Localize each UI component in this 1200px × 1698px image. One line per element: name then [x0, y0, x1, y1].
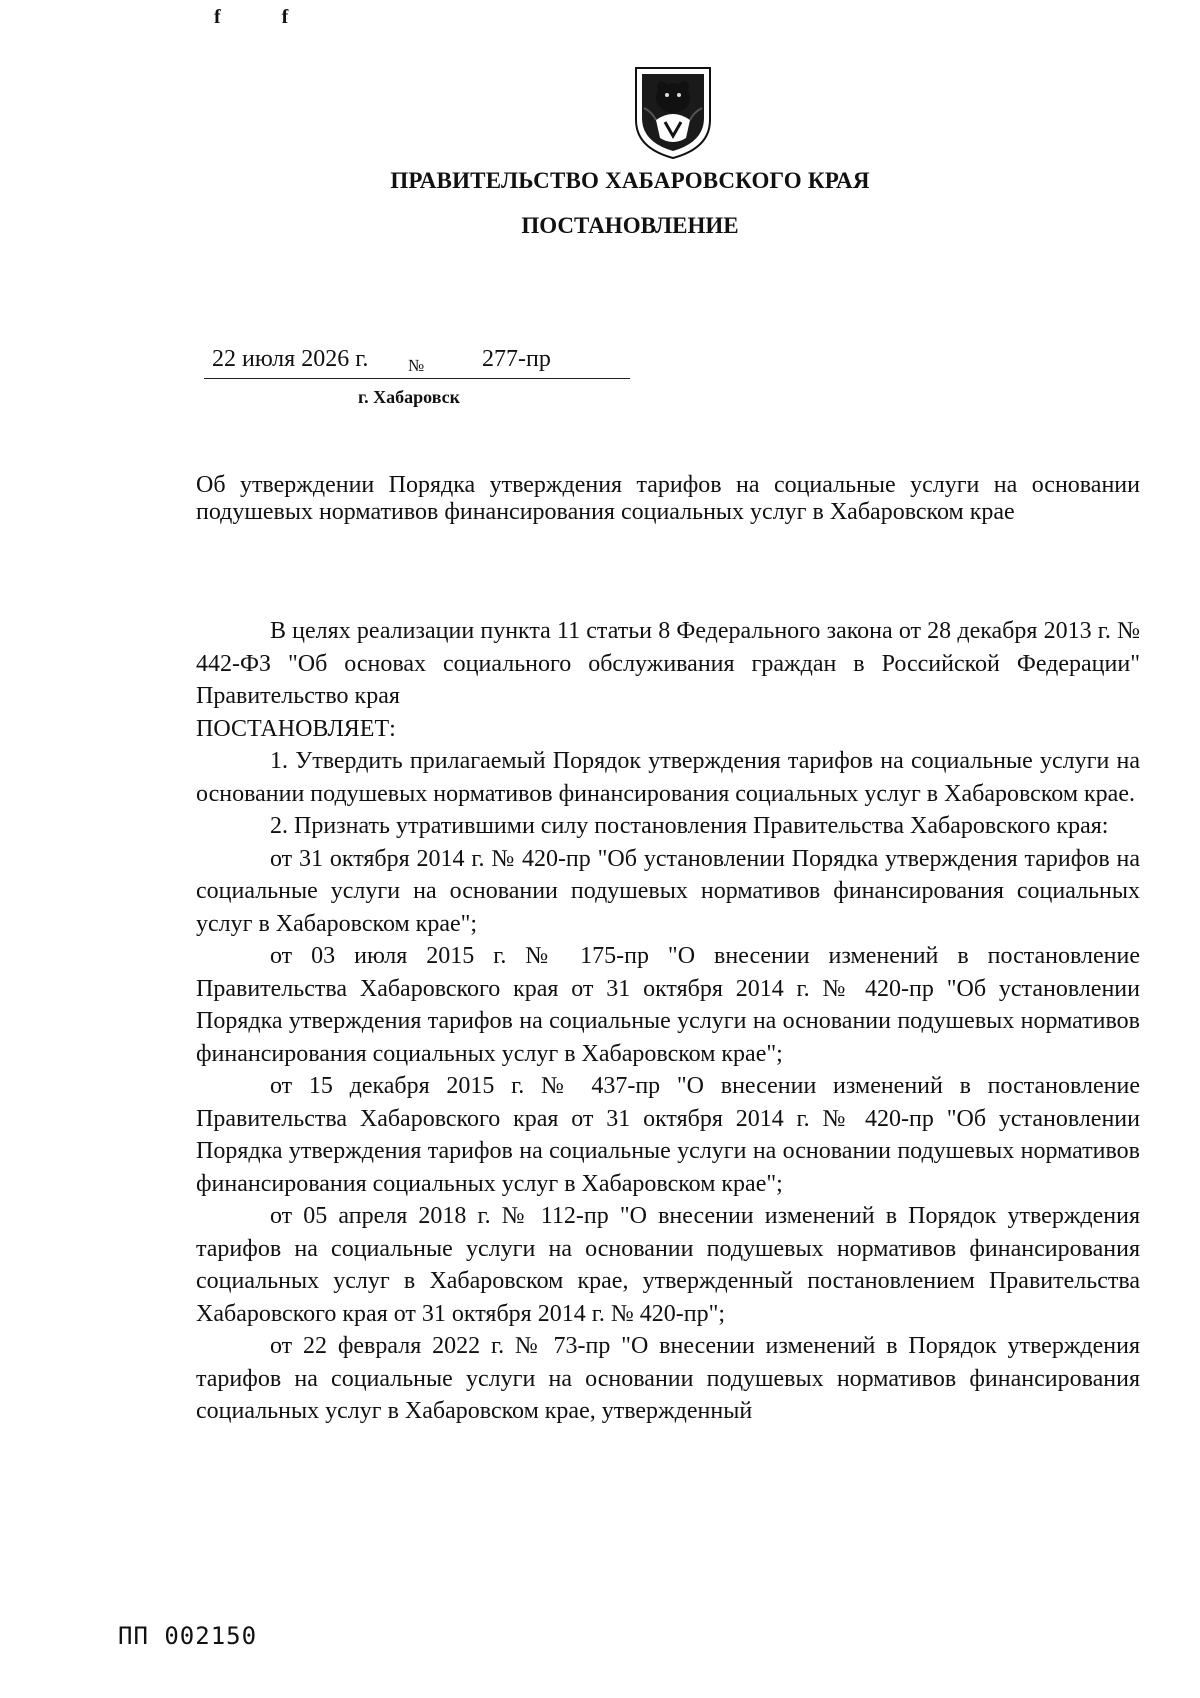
- clause-1-paragraph: 1. Утвердить прилагаемый Порядок утверждения тарифов на социальные услуги на основании подушевых нормативов финансирования социальных услуг в Хабаровском крае.: [196, 748, 1140, 807]
- repealed-act-item: от 22 февраля 2022 г. № 73-пр "О внесении изменений в Порядок утверждения тарифов на социальные услуги на основании подушевых нормативов финансирования социальных услуг в Хабаровском крае, утвержденный: [196, 1333, 1140, 1424]
- document-body: [196, 615, 1140, 1428]
- resolves-heading: ПОСТАНОВЛЯЕТ:: [196, 715, 396, 742]
- government-title: ПРАВИТЕЛЬСТВО ХАБАРОВСКОГО КРАЯ: [390, 168, 870, 193]
- repealed-act-item: от 03 июля 2015 г. № 175-пр "О внесении изменений в постановление Правительства Хабаровского края от 31 октября 2014 г. № 420-пр "Об установлении Порядка утверждения тарифов на социальные услуги на основании подушевых нормативов финансирования социальных услуг в Хабаровском крае";: [196, 943, 1140, 1067]
- coat-of-arms-emblem: [630, 62, 716, 162]
- corner-marks: f f: [214, 6, 317, 28]
- document-number: 277-пр: [482, 346, 551, 372]
- preamble-paragraph: В целях реализации пункта 11 статьи 8 Федерального закона от 28 декабря 2013 г. № 442-ФЗ "Об основах социального обслуживания граждан в Российской Федерации" Правительство края: [196, 618, 1140, 709]
- document-type: ПОСТАНОВЛЕНИЕ: [521, 213, 739, 238]
- repealed-act-item: от 15 декабря 2015 г. № 437-пр "О внесении изменений в постановление Правительства Хабаровского края от 31 октября 2014 г. № 420-пр "Об установлении Порядка утверждения тарифов на социальные услуги на основании подушевых нормативов финансирования социальных услуг в Хабаровском крае";: [196, 1073, 1140, 1197]
- document-date: 22 июля 2026 г.: [212, 346, 369, 372]
- number-sign: №: [408, 356, 425, 375]
- repealed-act-item: от 31 октября 2014 г. № 420-пр "Об установлении Порядка утверждения тарифов на социальные услуги на основании подушевых нормативов финансирования социальных услуг в Хабаровском крае";: [196, 845, 1140, 937]
- date-number-line: [204, 344, 630, 379]
- form-serial-code: ПП 002150: [118, 1622, 258, 1650]
- document-subject: Об утверждении Порядка утверждения тарифов на социальные услуги на основании подушевых нормативов финансирования социальных услуг в Хабаровском крае: [196, 472, 1140, 525]
- repealed-act-item: от 05 апреля 2018 г. № 112-пр "О внесении изменений в Порядок утверждения тарифов на социальные услуги на основании подушевых нормативов финансирования социальных услуг в Хабаровском крае, утвержденный постановлением Правительства Хабаровского края от 31 октября 2014 г. № 420-пр";: [196, 1203, 1140, 1327]
- clause-2-paragraph: 2. Признать утратившими силу постановления Правительства Хабаровского края:: [270, 813, 1109, 839]
- city: г. Хабаровск: [358, 387, 461, 407]
